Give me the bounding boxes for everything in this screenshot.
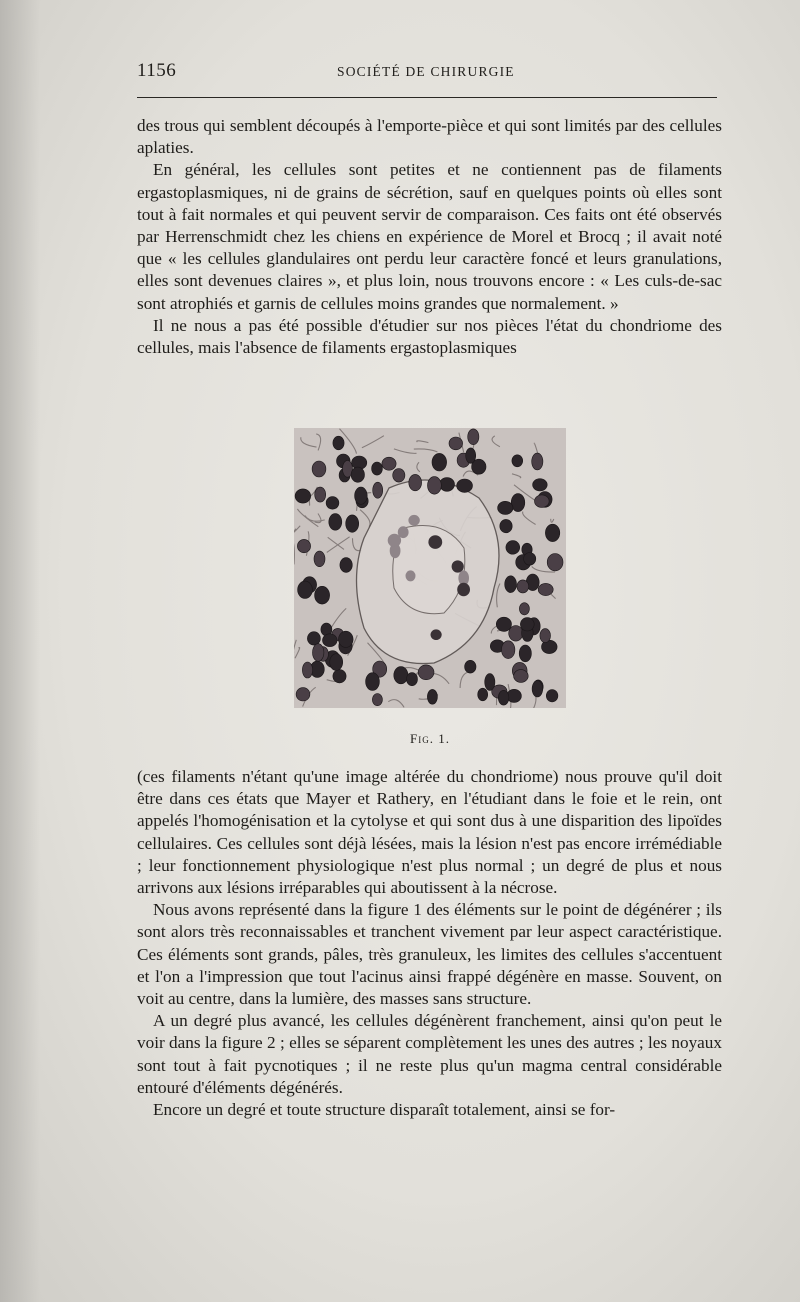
cell-nucleus xyxy=(373,482,383,498)
cell-nucleus xyxy=(498,690,509,705)
cell-nucleus xyxy=(407,673,418,686)
cell-nucleus xyxy=(524,553,536,566)
cell-nucleus xyxy=(466,448,476,463)
cell-nucleus xyxy=(519,645,531,662)
micrograph-illustration xyxy=(294,428,566,708)
body-text-bottom xyxy=(137,766,722,1121)
cell-nucleus xyxy=(457,479,473,492)
cell-nucleus xyxy=(432,453,447,471)
cell-nucleus xyxy=(418,665,434,680)
pale-nucleus xyxy=(408,515,419,526)
cell-nucleus xyxy=(340,558,352,573)
cell-nucleus xyxy=(512,455,523,467)
figure-caption: Fig. 1. xyxy=(410,731,450,746)
cell-nucleus xyxy=(393,469,405,483)
cell-nucleus xyxy=(372,462,383,475)
paragraph: Nous avons représenté dans la figure 1 des éléments sur le point de dégénérer ; ils sont alors très reconnaissables et tranchent vivement par leur aspect caractéristique. Ces éléments sont grands, pâles, très granuleux, les limites des cellules s'accentuent et l'on a l'impression que tout l'acinus ainsi frappé dégénère en masse. Souvent, on voit au centre, dans la lumière, des masses sans structure. xyxy=(137,900,722,1009)
cell-nucleus xyxy=(500,519,512,532)
paragraph: En général, les cellules sont petites et ne contiennent pas de filaments ergastoplasmiques, ni de grains de sécrétion, sauf en quelques points où elles sont tout à fait normales et qui peuvent servir de comparaison. Ces faits ont été observés par Herrenschmidt chez les chiens en expérience de Morel et Brocq ; il avait noté que « les cellules glandulaires ont perdu leur caractère foncé et leurs granulations, elles sont devenues claires », et plus loin, nous trouvons encore : « Les culs-de-sac sont atrophiés et garnis de cellules moins grandes que normalement. » xyxy=(137,160,722,313)
cell-nucleus xyxy=(314,551,325,567)
cell-nucleus xyxy=(520,618,534,631)
cell-nucleus xyxy=(312,461,326,477)
pale-nucleus xyxy=(431,629,442,640)
cell-nucleus xyxy=(498,501,513,514)
cell-nucleus xyxy=(372,694,382,706)
paragraph: A un degré plus avancé, les cellules dégénèrent franchement, ainsi qu'on peut le voir dans la figure 2 ; elles se séparent complètement les unes des autres ; les noyaux sont tout à fait pycnotiques ; il ne reste plus qu'un magma central considérable entouré d'éléments dégénérés. xyxy=(137,1011,722,1097)
cell-nucleus xyxy=(409,474,422,490)
page-number: 1156 xyxy=(137,60,177,81)
page-gutter-shadow xyxy=(0,0,40,1302)
cell-nucleus xyxy=(540,629,551,643)
cell-nucleus xyxy=(313,644,324,662)
cell-nucleus xyxy=(517,580,529,593)
cell-nucleus xyxy=(532,453,543,470)
cell-nucleus xyxy=(533,479,548,491)
cell-nucleus xyxy=(468,429,479,445)
cell-nucleus xyxy=(511,494,525,512)
cell-nucleus xyxy=(514,670,529,683)
body-text-top xyxy=(137,115,722,359)
histology-figure xyxy=(294,428,566,708)
page-header xyxy=(137,60,717,84)
cell-nucleus xyxy=(295,489,311,503)
cell-nucleus xyxy=(323,634,338,647)
cell-nucleus xyxy=(505,576,517,593)
cell-nucleus xyxy=(519,603,529,615)
paragraph: Encore un degré et toute structure disparaît totalement, ainsi se for- xyxy=(153,1100,616,1120)
cell-nucleus xyxy=(532,681,543,697)
pale-nucleus xyxy=(457,583,470,597)
cell-nucleus xyxy=(329,514,342,531)
running-head: SOCIÉTÉ DE CHIRURGIE xyxy=(337,64,515,79)
cell-nucleus xyxy=(333,670,346,683)
cell-nucleus xyxy=(307,632,320,645)
cell-nucleus xyxy=(427,689,437,704)
cell-nucleus xyxy=(382,457,396,470)
cell-nucleus xyxy=(296,688,310,701)
cell-nucleus xyxy=(339,631,354,647)
cell-nucleus xyxy=(333,436,344,450)
paragraph: des trous qui semblent découpés à l'emporte-pièce et qui sont limités par des cellules aplaties. xyxy=(137,116,722,158)
cell-nucleus xyxy=(535,495,550,508)
cell-nucleus xyxy=(428,477,442,495)
paragraph: (ces filaments n'étant qu'une image altérée du chondriome) nous prouve qu'il doit être dans ces états que Mayer et Rathery, en l'étudiant dans le foie et le rein, ont appelés l'homogénisation et la cytolyse et qui sont dus à une disparition des lipoïdes cellulaires. Ces cellules sont déjà lésées, mais la lésion n'est pas encore irrémédiable ; leur fonctionnement physiologique n'est plus normal ; un degré de plus et nous arrivons aux lésions irréparables qui aboutissent à la nécrose. xyxy=(137,767,722,898)
cell-nucleus xyxy=(366,673,380,691)
cell-nucleus xyxy=(547,554,563,571)
pale-nucleus xyxy=(452,560,464,572)
cell-nucleus xyxy=(546,690,558,702)
cell-nucleus xyxy=(346,515,359,532)
cell-nucleus xyxy=(538,583,553,595)
cell-nucleus xyxy=(496,617,511,631)
cell-nucleus xyxy=(326,497,339,510)
cell-nucleus xyxy=(465,660,476,673)
cell-nucleus xyxy=(485,674,495,691)
cell-nucleus xyxy=(315,487,326,502)
cell-nucleus xyxy=(355,487,368,504)
header-rule xyxy=(137,97,717,98)
cell-nucleus xyxy=(351,467,364,482)
cell-nucleus xyxy=(449,437,463,450)
cell-nucleus xyxy=(302,662,312,678)
cell-nucleus xyxy=(330,654,343,671)
cell-nucleus xyxy=(506,541,520,555)
cell-nucleus xyxy=(394,667,408,684)
pale-nucleus xyxy=(428,535,442,549)
pale-nucleus xyxy=(388,534,401,547)
cell-nucleus xyxy=(502,641,515,659)
cell-nucleus xyxy=(545,524,559,541)
paragraph: Il ne nous a pas été possible d'étudier sur nos pièces l'état du chondriome des cellules, mais l'absence de filaments ergastoplasmiques xyxy=(137,315,722,358)
cell-nucleus xyxy=(315,586,330,604)
cell-nucleus xyxy=(440,478,455,492)
cell-nucleus xyxy=(297,539,310,552)
cell-nucleus xyxy=(478,688,488,701)
cell-nucleus xyxy=(298,581,313,598)
pale-nucleus xyxy=(406,570,416,581)
